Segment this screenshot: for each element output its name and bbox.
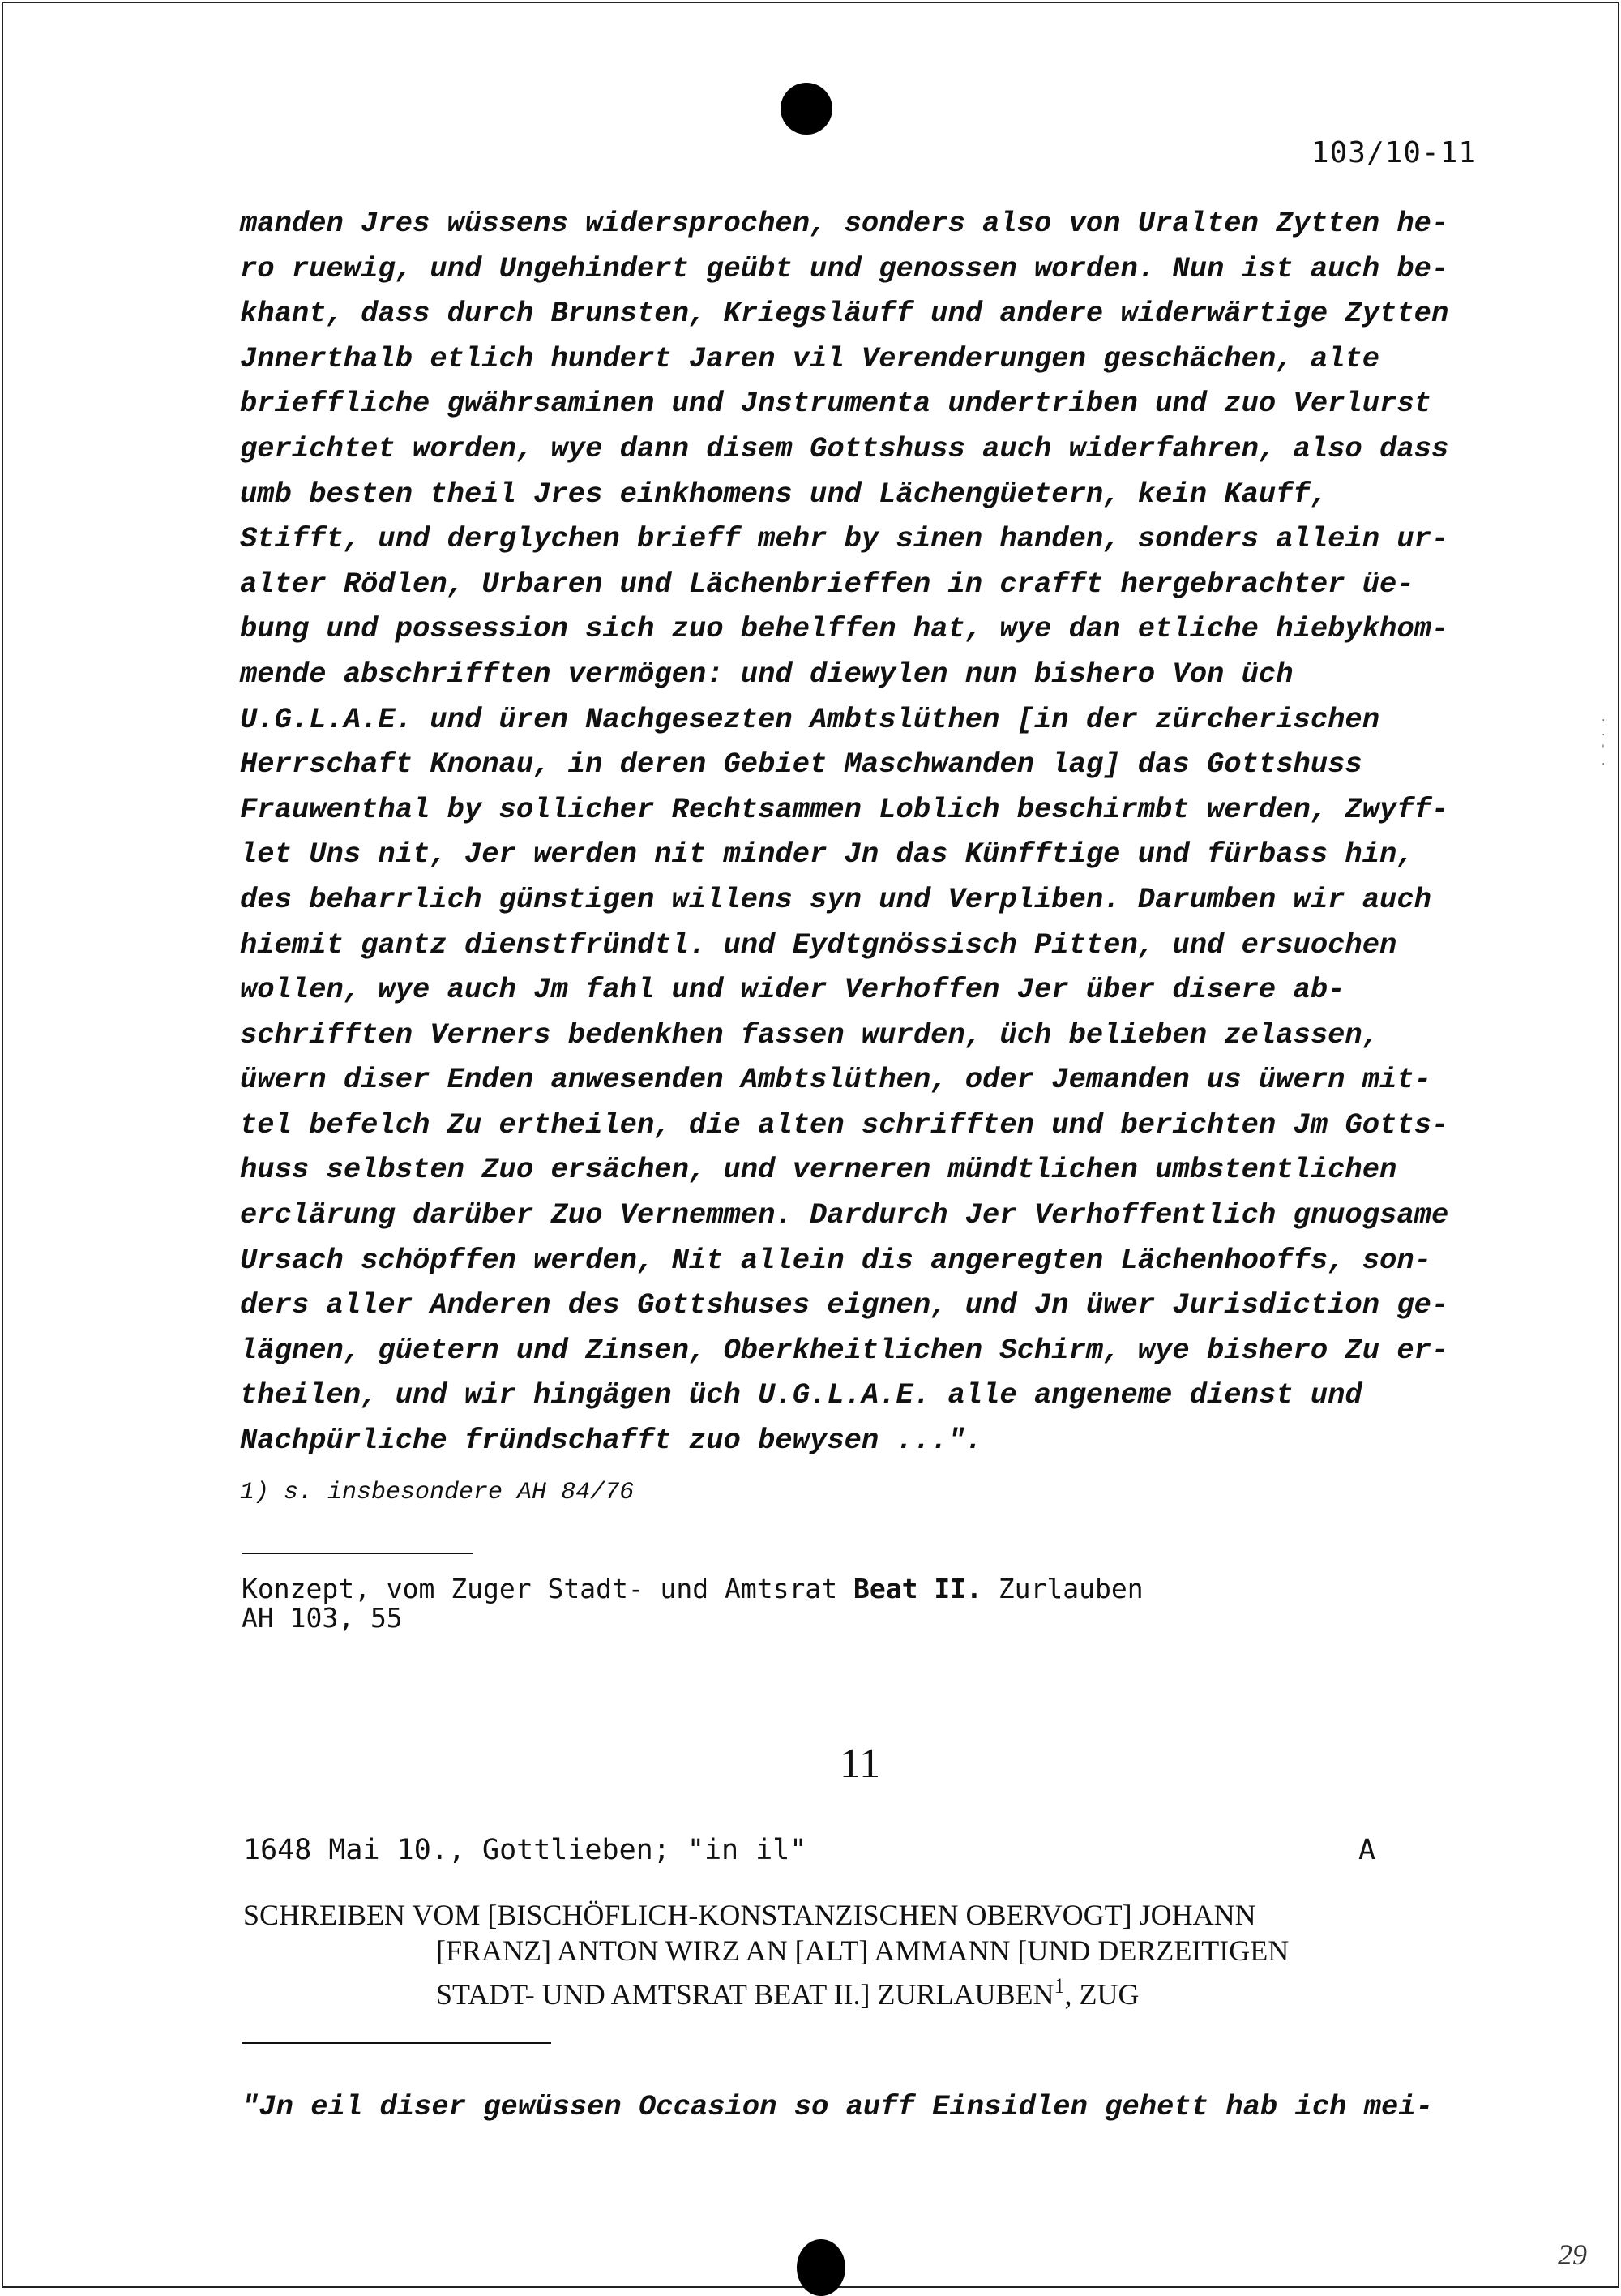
- heading-line-2: [FRANZ] ANTON WIRZ AN [ALT] AMMANN [UND DERZEITIGEN: [436, 1934, 1290, 1967]
- body-line: des beharrlich günstigen willens syn und Verpliben. Darumben wir auch: [240, 882, 1431, 916]
- body-line: Ursach schöpffen werden, Nit allein dis angeregten Lächenhooffs, son-: [240, 1243, 1431, 1277]
- footnote-ref: 1: [1054, 1974, 1065, 1998]
- divider-rule: [242, 2042, 551, 2044]
- body-line: manden Jres wüssens widersprochen, sonders also von Uralten Zytten he-: [240, 207, 1449, 240]
- body-line: ro ruewig, und Ungehindert geübt und genossen worden. Nun ist auch be-: [240, 251, 1449, 285]
- body-line: khant, dass durch Brunsten, Kriegsläuff und andere widerwärtige Zytten: [240, 297, 1449, 331]
- body-line: schrifften Verners bedenkhen fassen wurden, üch belieben zelassen,: [240, 1017, 1380, 1052]
- heading-line-1: SCHREIBEN VOM [BISCHÖFLICH-KONSTANZISCHEN OBERVOGT] JOHANN: [243, 1899, 1256, 1931]
- body-line: brieffliche gwährsaminen und Jnstrumenta undertriben und zuo Verlurst: [240, 387, 1431, 421]
- source-author-bold: Beat II.: [853, 1573, 982, 1604]
- body-line: Nachpürliche fründschafft zuo bewysen ...".: [240, 1424, 983, 1458]
- body-line: lägnen, güetern und Zinsen, Oberkheitlichen Schirm, wye bishero Zu er-: [240, 1333, 1449, 1367]
- body-line: gerichtet worden, wye dann disem Gottshuss auch widerfahren, also dass: [240, 431, 1449, 465]
- body-line: ders aller Anderen des Gottshuses eignen, und Jn üwer Jurisdiction ge-: [240, 1288, 1449, 1322]
- source-line-1: Konzept, vom Zuger Stadt- und Amtsrat Beat II. Zurlauben: [242, 1573, 1144, 1604]
- body-line: wollen, wye auch Jm fahl und wider Verhoffen Jer über disere ab-: [240, 973, 1345, 1007]
- body-line: hiemit gantz dienstfründtl. und Eydtgnössisch Pitten, und ersuochen: [240, 927, 1397, 962]
- body-line: Stifft, und derglychen brieff mehr by sinen handen, sonders allein ur-: [240, 522, 1449, 556]
- source-citation: [242, 1574, 1144, 1633]
- dateline: [243, 1834, 1378, 1866]
- document-reference: 103/10-11: [1311, 136, 1477, 169]
- heading-line-3: STADT- UND AMTSRAT BEAT II.] ZURLAUBEN$^1$, ZUG: [436, 1974, 1140, 2011]
- body-line: üwern diser Enden anwesenden Ambtslüthen, oder Jemanden us üwern mit-: [240, 1063, 1431, 1097]
- body-line: huss selbsten Zuo ersächen, und verneren mündtlichen umbstentlichen: [240, 1153, 1397, 1187]
- document-heading: [243, 1897, 1289, 2012]
- dateline-marker: A: [1358, 1834, 1376, 1866]
- body-line: alter Rödlen, Urbaren und Lächenbrieffen in crafft hergebrachter üe-: [240, 567, 1414, 601]
- letter-opening-line: "Jn eil diser gewüssen Occasion so auff Einsidlen gehett hab ich mei-: [242, 2090, 1433, 2123]
- divider-rule: [242, 1553, 473, 1554]
- source-line-2: AH 103, 55: [242, 1602, 403, 1634]
- page-number: 29: [1558, 2238, 1587, 2271]
- body-line: mende abschrifften vermögen: und diewylen nun bishero Von üch: [240, 657, 1294, 691]
- dateline-text: 1648 Mai 10., Gottlieben; "in il": [243, 1834, 807, 1866]
- body-line: erclärung darüber Zuo Vernemmen. Dardurch Jer Verhoffentlich gnuogsame: [240, 1198, 1449, 1232]
- footnote: 1) s. insbesondere AH 84/76: [240, 1479, 635, 1506]
- body-line: U.G.L.A.E. und üren Nachgesezten Ambtslüthen [in der zürcherischen: [240, 702, 1380, 736]
- punch-hole-top: [781, 83, 832, 135]
- margin-marks: · · ' ·: [1602, 714, 1606, 771]
- body-line: umb besten theil Jres einkhomens und Lächengüetern, kein Kauff,: [240, 477, 1328, 511]
- body-line: tel befelch Zu ertheilen, die alten schrifften und berichten Jm Gotts-: [240, 1107, 1449, 1142]
- punch-hole-bottom: [797, 2239, 845, 2296]
- body-line: Herrschaft Knonau, in deren Gebiet Maschwanden lag] das Gottshuss: [240, 747, 1362, 782]
- document-number: 11: [840, 1741, 881, 1787]
- letter-body: [240, 201, 1488, 1463]
- body-line: Jnnerthalb etlich hundert Jaren vil Verenderungen geschächen, alte: [240, 341, 1380, 375]
- body-line: Frauwenthal by sollicher Rechtsammen Loblich beschirmbt werden, Zwyff-: [240, 792, 1449, 826]
- body-line: let Uns nit, Jer werden nit minder Jn das Künfftige und fürbass hin,: [240, 837, 1414, 872]
- body-line: bung und possession sich zuo behelffen hat, wye dan etliche hiebykhom-: [240, 612, 1449, 646]
- body-line: theilen, und wir hingägen üch U.G.L.A.E. alle angeneme dienst und: [240, 1378, 1362, 1412]
